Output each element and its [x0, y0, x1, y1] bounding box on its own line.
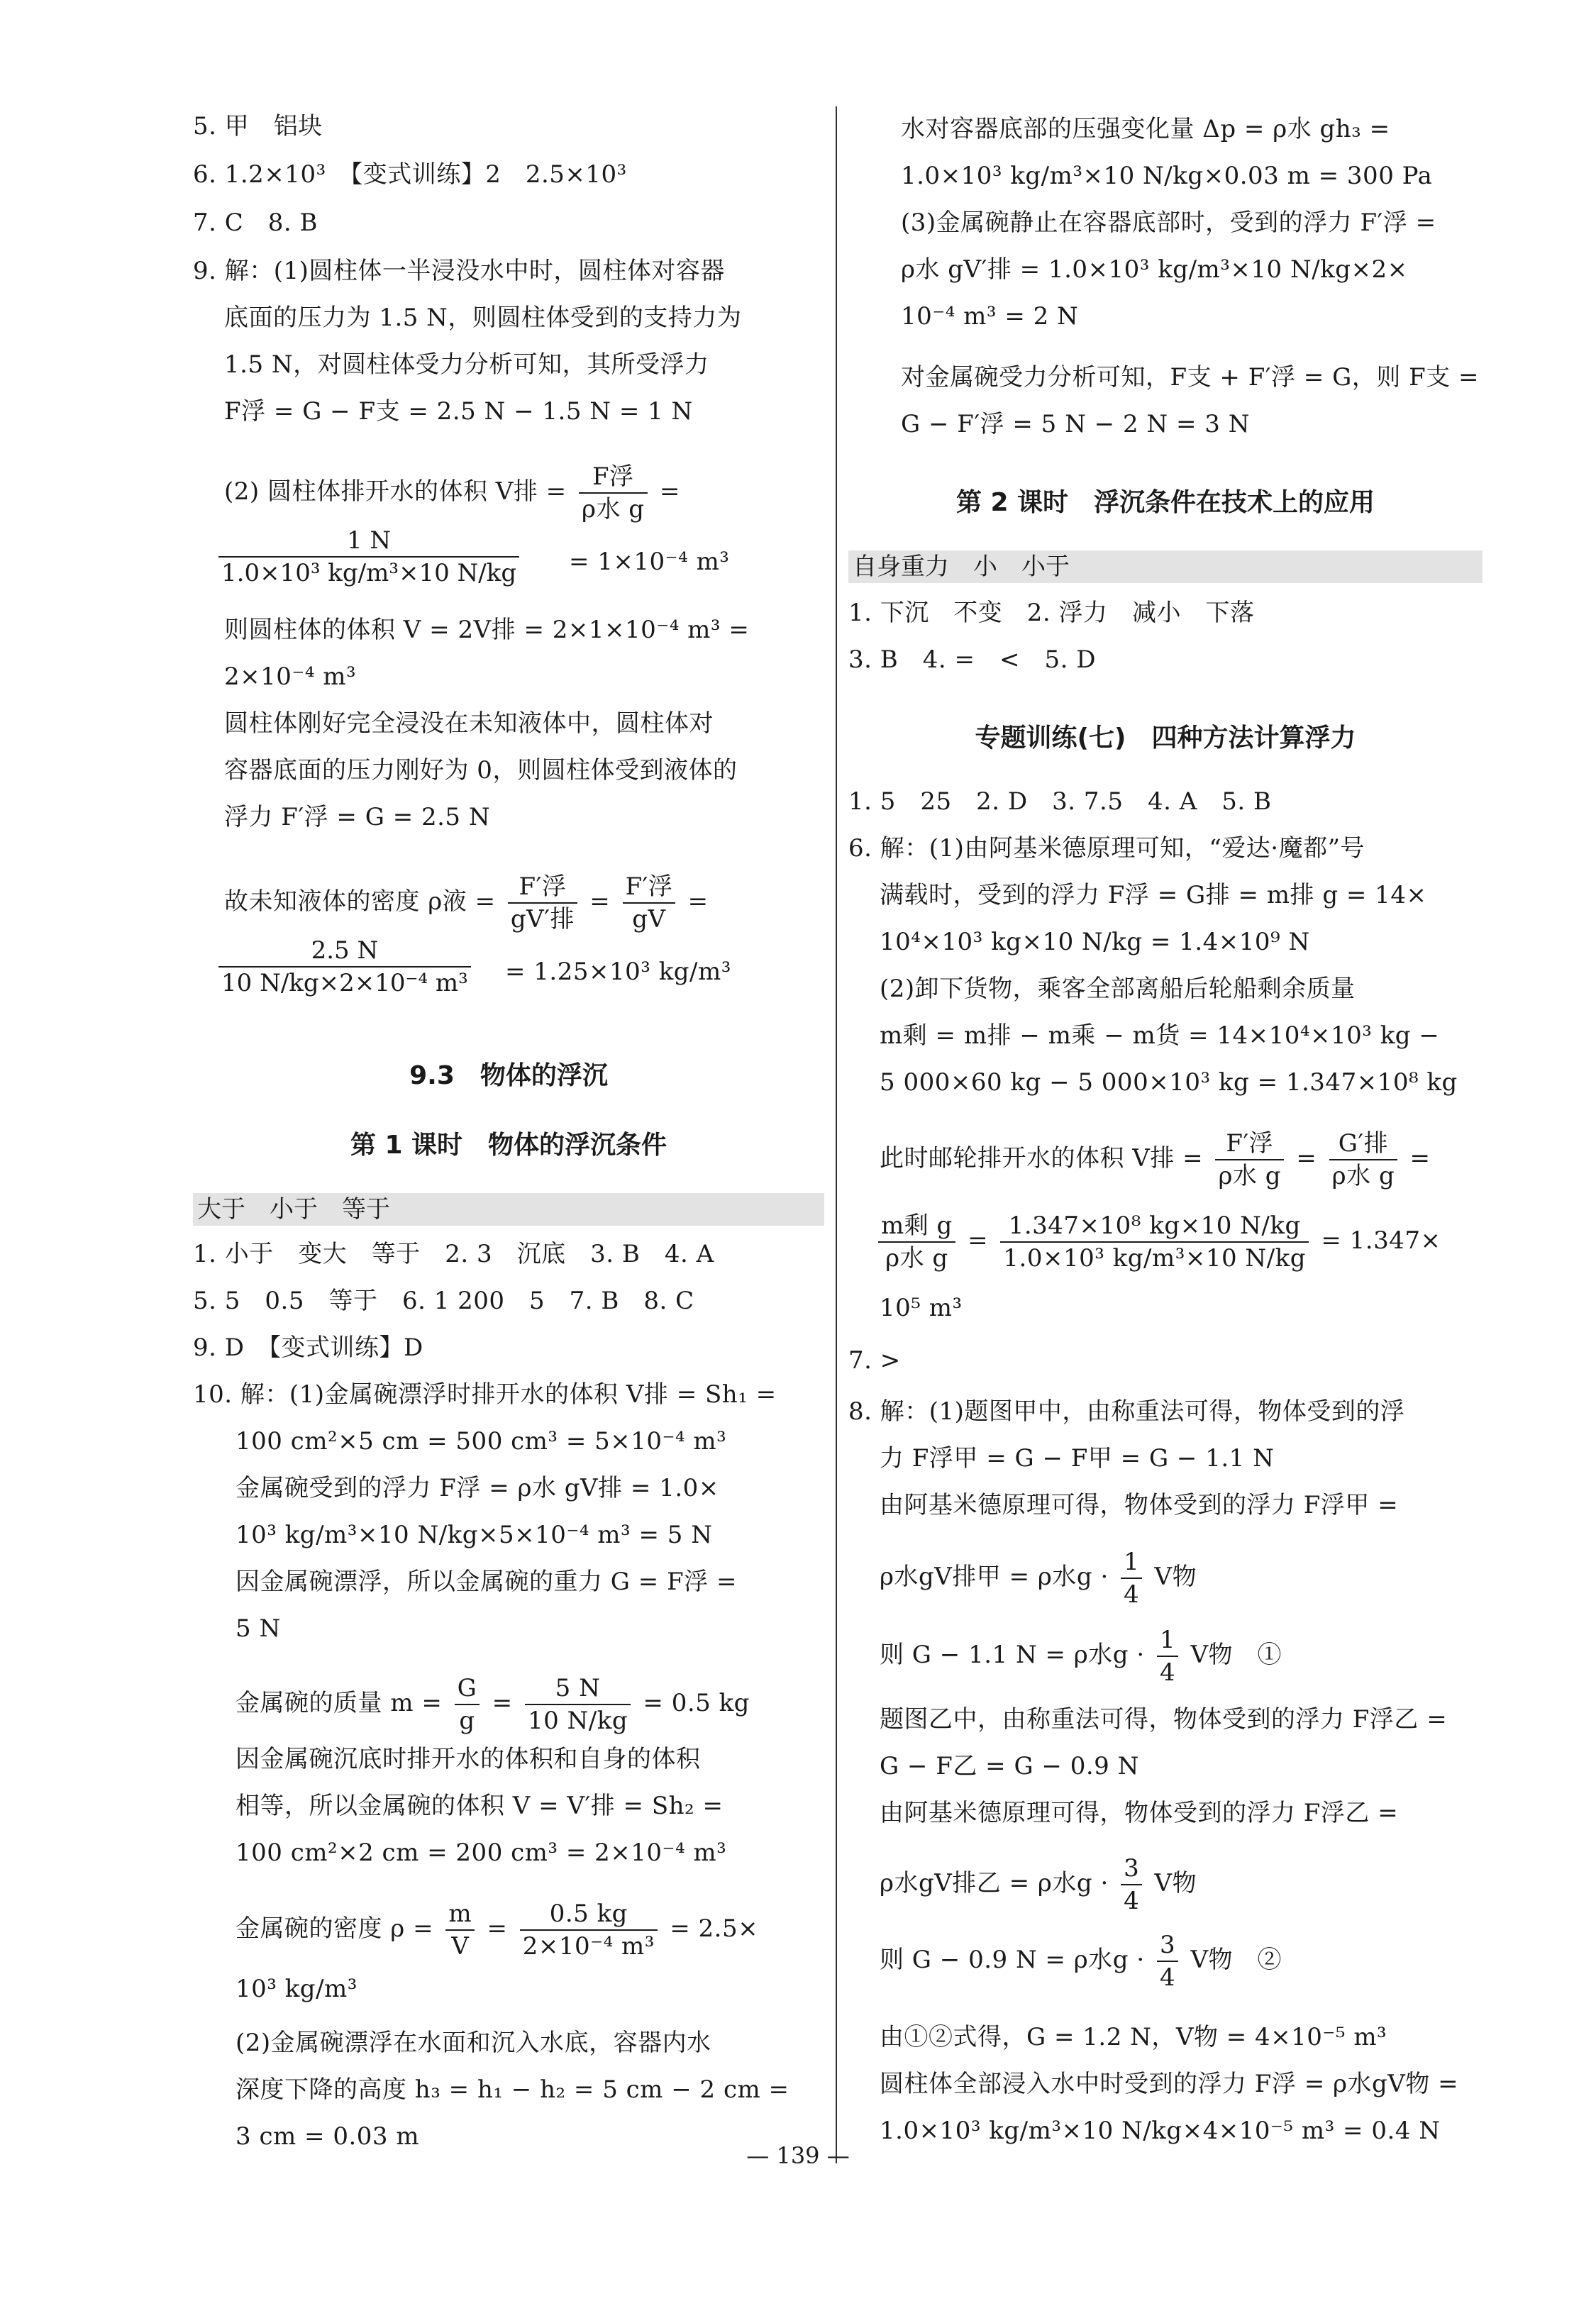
fraction — [579, 461, 648, 525]
solution-line: ρ水 gV′排 = 1.0×10³ kg/m³×10 N/kg×2× — [901, 255, 1408, 284]
denominator: 4 — [1159, 1658, 1176, 1687]
solution-9-line: 9. 解：(1)圆柱体一半浸没水中时，圆柱体对容器 — [193, 257, 725, 285]
denominator: 2×10⁻⁴ m³ — [522, 1932, 655, 1961]
numerator: m剩 g — [878, 1210, 955, 1243]
equation-text: V物 — [1154, 1563, 1197, 1591]
solution-8-line: 由①②式得，G = 1.2 N，V物 = 4×10⁻⁵ m³ — [880, 2023, 1387, 2051]
equation-text: V物 — [1154, 1869, 1197, 1897]
solution-line: 10⁻⁴ m³ = 2 N — [901, 302, 1079, 331]
solution-8-line: 1.0×10³ kg/m³×10 N/kg×4×10⁻⁵ m³ = 0.4 N — [880, 2117, 1441, 2145]
solution-9-line: 2×10⁻⁴ m³ — [224, 663, 357, 691]
answer-line: 1. 5 25 2. D 3. 7.5 4. A 5. B — [848, 787, 1272, 816]
numerator: F′浮 — [508, 871, 577, 904]
denominator: 1.0×10³ kg/m³×10 N/kg — [221, 559, 517, 587]
answer-line: 1. 小于 变大 等于 2. 3 沉底 3. B 4. A — [193, 1240, 714, 1268]
solution-10-line: 金属碗受到的浮力 F浮 = ρ水 gV排 = 1.0× — [235, 1474, 719, 1502]
solution-8-line: 8. 解：(1)题图甲中，由称重法可得，物体受到的浮 — [848, 1397, 1405, 1426]
solution-6-line: 6. 解：(1)由阿基米德原理可知，“爱达·魔都”号 — [848, 834, 1365, 863]
numerator: 3 — [1121, 1853, 1142, 1885]
numerator: m — [445, 1898, 475, 1931]
solution-6-line: 满载时，受到的浮力 F浮 = G排 = m排 g = 14× — [880, 881, 1427, 909]
numerator: F′浮 — [623, 871, 676, 904]
denominator: 4 — [1124, 1580, 1140, 1609]
solution-9-line: 容器底面的压力刚好为 0，则圆柱体受到液体的 — [224, 756, 738, 785]
denominator: 1.0×10³ kg/m³×10 N/kg — [1003, 1244, 1307, 1273]
equation-text: 故未知液体的密度 ρ液 = — [224, 887, 496, 916]
fraction — [455, 1673, 480, 1736]
solution-10-line: 10³ kg/m³ — [235, 1975, 358, 2003]
denominator: 10 N/kg — [527, 1707, 628, 1735]
fraction — [525, 1673, 631, 1736]
section-heading: 9.3 物体的浮沉 — [409, 1061, 608, 1090]
numerator: 2.5 N — [218, 935, 471, 968]
solution-9-line: F浮 = G − F支 = 2.5 N − 1.5 N = 1 N — [224, 397, 693, 426]
solution-9-line: 1.5 N，对圆柱体受力分析可知，其所受浮力 — [224, 350, 709, 379]
solution-10-line: 100 cm²×2 cm = 200 cm³ = 2×10⁻⁴ m³ — [235, 1839, 727, 1867]
solution-10-line: 3 cm = 0.03 m — [235, 2122, 420, 2151]
equation-text: 此时邮轮排开水的体积 V排 = — [880, 1144, 1204, 1173]
equation-line — [880, 1853, 1197, 1917]
fraction — [1121, 1853, 1142, 1917]
equation-line — [880, 1624, 1282, 1688]
equation-line: 金属碗的质量 m = $\frac{G}{g}$ = $\frac{5 N}{10 N/kg}$ = 0.5 kg — [235, 1674, 750, 1735]
denominator: V — [451, 1932, 470, 1961]
fraction — [1329, 1128, 1398, 1192]
equation-line: 金属碗的密度 ρ = $\frac{m}{V}$ = $\frac{0.5 kg}{\text{2×10⁻⁴ m³}}$ = 2.5× — [235, 1900, 759, 1961]
fraction — [878, 1210, 955, 1274]
solution-10-line: 10. 解：(1)金属碗漂浮时排开水的体积 V排 = Sh₁ = — [193, 1380, 777, 1409]
solution-10-line: 相等，所以金属碗的体积 V = V′排 = Sh₂ = — [235, 1792, 724, 1820]
fraction — [1157, 1624, 1178, 1688]
denominator: ρ水 g — [885, 1244, 948, 1273]
solution-line: G − F′浮 = 5 N − 2 N = 3 N — [901, 410, 1250, 438]
solution-line: (3)金属碗静止在容器底部时，受到的浮力 F′浮 = — [901, 209, 1436, 237]
fraction — [1215, 1128, 1284, 1192]
lesson-heading: 第 2 课时 浮沉条件在技术上的应用 — [955, 488, 1375, 517]
numerator: 5 N — [525, 1673, 631, 1705]
numerator: 1.347×10⁸ kg×10 N/kg — [1000, 1210, 1309, 1243]
numerator: G — [455, 1673, 480, 1705]
equation-text: = — [659, 477, 680, 506]
answer-6: 6. 1.2×10³ 【变式训练】2 2.5×10³ — [193, 160, 627, 189]
denominator: 4 — [1159, 1963, 1176, 1992]
solution-9-line: 浮力 F′浮 = G = 2.5 N — [224, 803, 491, 831]
page-number: — 139 — — [746, 2142, 850, 2169]
lesson-heading: 第 1 课时 物体的浮沉条件 — [350, 1131, 667, 1160]
solution-8-line: 圆柱体全部浸入水中时受到的浮力 F浮 = ρ水gV物 = — [880, 2070, 1459, 2098]
column-divider — [836, 106, 837, 2163]
fraction — [508, 871, 577, 935]
solution-8-line: 由阿基米德原理可得，物体受到的浮力 F浮甲 = — [880, 1491, 1399, 1519]
equation-text: 则 G − 0.9 N = ρ水g · — [880, 1946, 1145, 1974]
numerator: F浮 — [579, 461, 648, 494]
solution-line: 1.0×10³ kg/m³×10 N/kg×0.03 m = 300 Pa — [901, 162, 1433, 190]
solution-8-line: 力 F浮甲 = G − F甲 = G − 1.1 N — [880, 1444, 1275, 1473]
answer-5: 5. 甲 铝块 — [193, 112, 323, 140]
fraction — [1000, 1210, 1309, 1274]
solution-10-line: 因金属碗漂浮，所以金属碗的重力 G = F浮 = — [235, 1568, 737, 1596]
solution-9-line: 底面的压力为 1.5 N，则圆柱体受到的支持力为 — [224, 304, 742, 332]
fraction — [218, 935, 471, 999]
answer-line: 1. 下沉 不变 2. 浮力 减小 下落 — [848, 599, 1255, 627]
answer-7-8: 7. C 8. B — [193, 209, 318, 237]
numerator: 0.5 kg — [520, 1898, 658, 1931]
equation-text: V物 ① — [1190, 1641, 1282, 1669]
solution-10-line: 深度下降的高度 h₃ = h₁ − h₂ = 5 cm − 2 cm = — [235, 2075, 789, 2104]
equation-text: 则 G − 1.1 N = ρ水g · — [880, 1641, 1145, 1669]
solution-8-line: 题图乙中，由称重法可得，物体受到的浮力 F浮乙 = — [880, 1705, 1448, 1734]
solution-9-line: 圆柱体刚好完全浸没在未知液体中，圆柱体对 — [224, 709, 714, 738]
denominator: ρ水 g — [1331, 1162, 1395, 1190]
equation-line: 故未知液体的密度 ρ液 = $\frac{\text{F′浮}}{\text{gV′排}}$ = $\frac{\text{F′浮}}{gV}$ = — [224, 872, 709, 933]
numerator: 3 — [1157, 1929, 1178, 1962]
equation-line: $\frac{\text{m剩 g}}{\text{ρ水 g}}$ = $\frac{\text{1.347×10⁸ kg×10 N/kg}}{\text{1.0×10³ kg/m³×10 N/kg}}$ = 1.347× — [874, 1210, 1441, 1274]
solution-9-line: 则圆柱体的体积 V = 2V排 = 2×1×10⁻⁴ m³ = — [224, 616, 750, 644]
equation-text: (2) 圆柱体排开水的体积 V排 = — [224, 477, 567, 506]
equation-text: = 1.25×10³ kg/m³ — [505, 958, 731, 986]
solution-10-line: (2)金属碗漂浮在水面和沉入水底，容器内水 — [235, 2029, 711, 2057]
equation-line — [880, 1546, 1197, 1610]
equation-line — [224, 461, 680, 525]
denominator: gV — [632, 905, 666, 933]
solution-6-line: 10⁵ m³ — [880, 1294, 963, 1322]
answer-line: 9. D 【变式训练】D — [193, 1334, 423, 1362]
fraction — [623, 871, 676, 935]
equation-text: ρ水gV排乙 = ρ水g · — [880, 1869, 1109, 1897]
solution-10-line: 100 cm²×5 cm = 500 cm³ = 5×10⁻⁴ m³ — [235, 1427, 727, 1456]
solution-6-line: 10⁴×10³ kg×10 N/kg = 1.4×10⁹ N — [880, 928, 1310, 956]
fraction — [1157, 1929, 1178, 1993]
fraction — [218, 525, 519, 589]
solution-6-line: 5 000×60 kg − 5 000×10³ kg = 1.347×10⁸ kg — [880, 1068, 1458, 1097]
denominator: 4 — [1124, 1887, 1140, 1915]
numerator: G′排 — [1329, 1128, 1398, 1160]
equation-text: ρ水gV排甲 = ρ水g · — [880, 1563, 1109, 1591]
answer-line: 5. 5 0.5 等于 6. 1 200 5 7. B 8. C — [193, 1287, 694, 1315]
solution-line: 对金属碗受力分析可知，F支 + F′浮 = G，则 F支 = — [901, 363, 1479, 392]
solution-10-line: 5 N — [235, 1614, 281, 1643]
summary-bar: 自身重力 小 小于 — [848, 550, 1483, 583]
numerator: 1 — [1157, 1624, 1178, 1657]
numerator: 1 — [1121, 1546, 1142, 1579]
equation-text: = 1.347× — [1321, 1226, 1441, 1255]
denominator: ρ水 g — [581, 495, 645, 523]
solution-10-line: 因金属碗沉底时排开水的体积和自身的体积 — [235, 1745, 701, 1773]
answer-line: 3. B 4. = < 5. D — [848, 645, 1096, 674]
numerator: F′浮 — [1215, 1128, 1284, 1160]
equation-text: 金属碗的密度 ρ = — [235, 1914, 434, 1943]
equation-text: V物 ② — [1190, 1946, 1282, 1974]
solution-6-line: m剩 = m排 − m乘 − m货 = 14×10⁴×10³ kg − — [880, 1021, 1440, 1050]
equation-text: = 2.5× — [670, 1914, 759, 1943]
denominator: ρ水 g — [1218, 1162, 1282, 1190]
fraction — [1121, 1546, 1142, 1610]
fraction — [445, 1898, 475, 1962]
equation-text: = 1×10⁻⁴ m³ — [569, 548, 730, 576]
solution-8-line: 由阿基米德原理可得，物体受到的浮力 F浮乙 = — [880, 1799, 1399, 1827]
equation-text: = 0.5 kg — [643, 1689, 750, 1717]
denominator: g — [459, 1707, 475, 1735]
equation-line: 此时邮轮排开水的体积 V排 = $\frac{\text{F′浮}}{\text{ρ水 g}}$ = $\frac{\text{G′排}}{\text{ρ水 g}}$ = — [880, 1129, 1431, 1190]
equation-text: 金属碗的质量 m = — [235, 1689, 443, 1717]
equation-line — [880, 1929, 1282, 1993]
denominator: gV′排 — [510, 905, 575, 933]
solution-8-line: G − F乙 = G − 0.9 N — [880, 1752, 1139, 1780]
solution-line: 水对容器底部的压强变化量 Δp = ρ水 gh₃ = — [901, 115, 1390, 143]
denominator: 10 N/kg×2×10⁻⁴ m³ — [221, 969, 468, 997]
solution-10-line: 10³ kg/m³×10 N/kg×5×10⁻⁴ m³ = 5 N — [235, 1521, 713, 1549]
answer-line: 7. > — [848, 1346, 901, 1375]
topic-heading: 专题训练(七) 四种方法计算浮力 — [975, 724, 1356, 753]
summary-bar: 大于 小于 等于 — [193, 1193, 824, 1226]
fraction — [520, 1898, 658, 1962]
numerator: 1 N — [218, 525, 519, 558]
solution-6-line: (2)卸下货物，乘客全部离船后轮船剩余质量 — [880, 975, 1356, 1003]
